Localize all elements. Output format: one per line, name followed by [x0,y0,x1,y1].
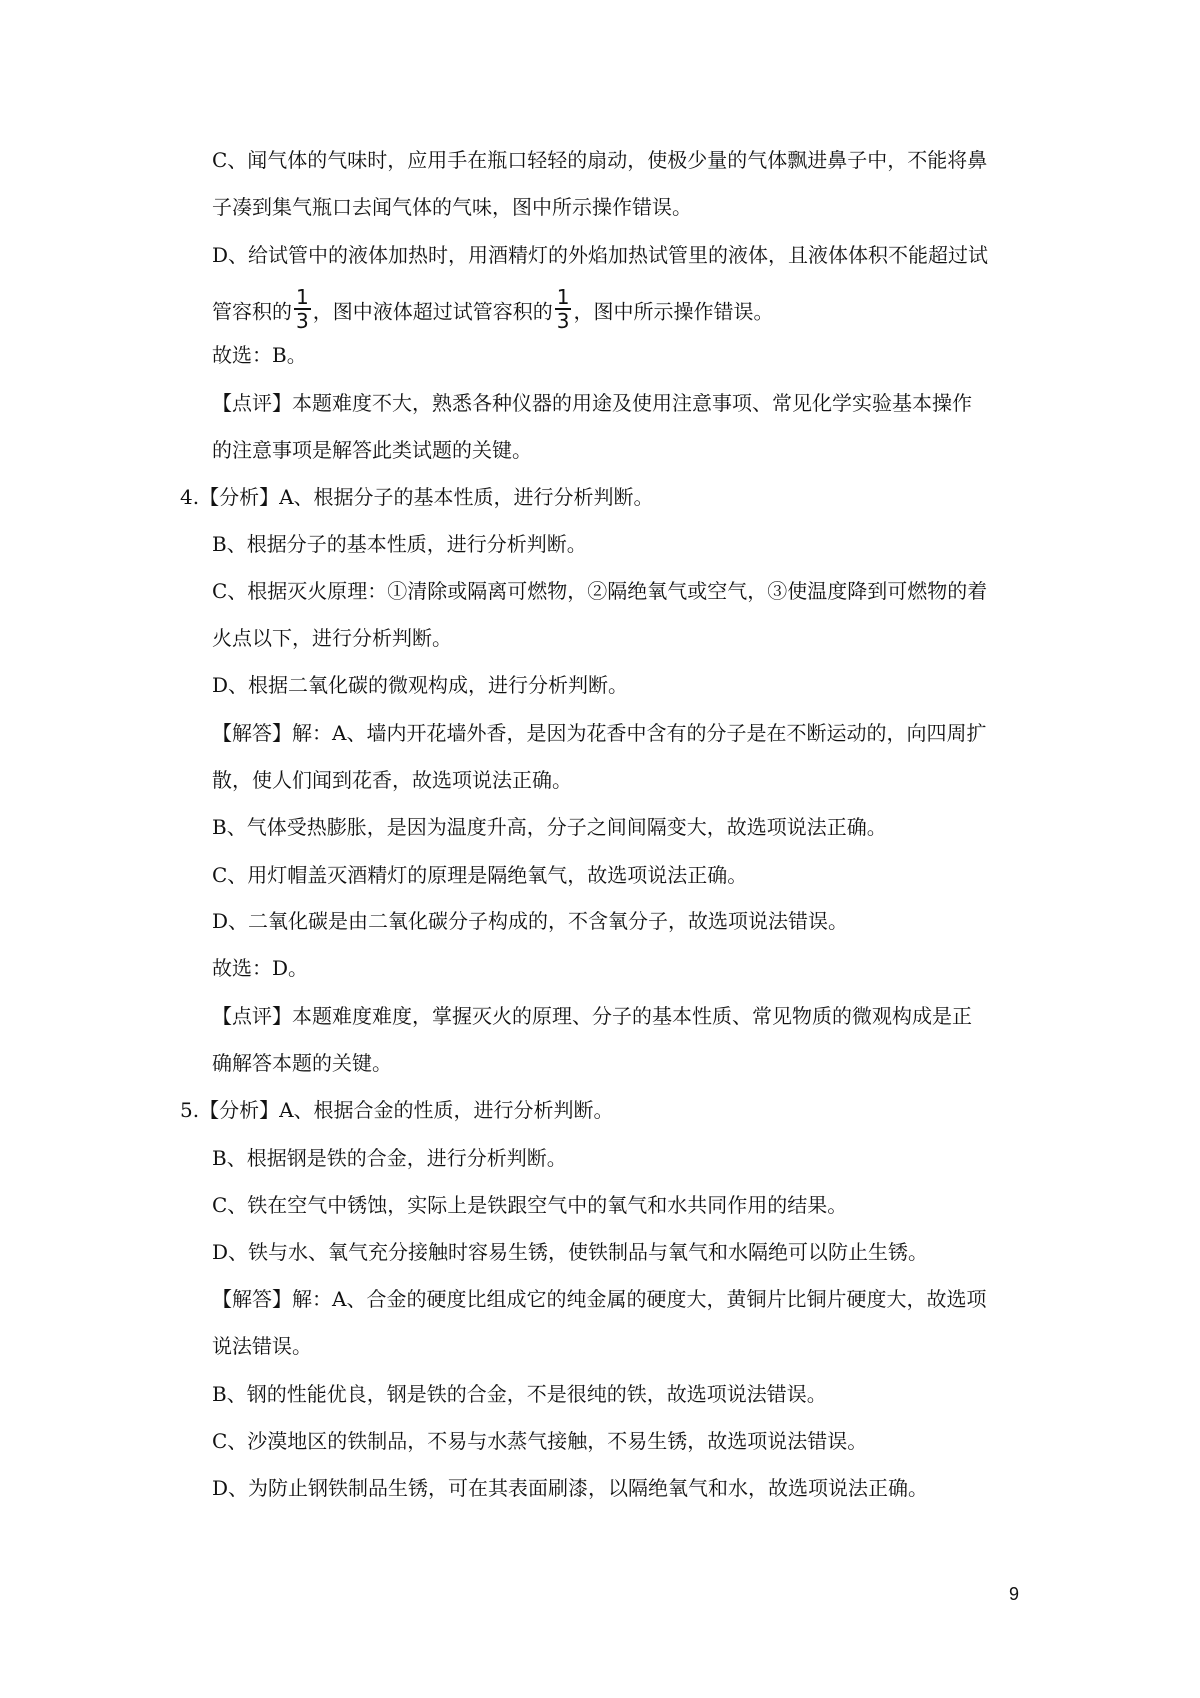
q3-d2-part-a: 管容积的 [212,299,292,324]
q3-option-d-line2 [212,285,774,336]
q4-analysis-a: 4.【分析】A、根据分子的基本性质，进行分析判断。 [180,485,654,509]
q4-comment-line1: 【点评】本题难度难度，掌握灭火的原理、分子的基本性质、常见物质的微观构成是正 [212,1004,972,1028]
q3-comment-line2: 的注意事项是解答此类试题的关键。 [212,438,532,462]
q3-d2-part-b: ，图中液体超过试管容积的 [312,299,553,324]
fraction-numerator: 1 [296,285,309,309]
q4-analysis-c-line1: C、根据灭火原理：①清除或隔离可燃物，②隔绝氧气或空气，③使温度降到可燃物的着 [212,579,988,603]
q3-d2-part-c: ，图中所示操作错误。 [573,299,774,324]
q5-answer-a-line1: 【解答】解：A、合金的硬度比组成它的纯金属的硬度大，黄铜片比铜片硬度大，故选项 [212,1287,987,1311]
q3-comment-line1: 【点评】本题难度不大，熟悉各种仪器的用途及使用注意事项、常见化学实验基本操作 [212,391,972,415]
q4-answer-c: C、用灯帽盖灭酒精灯的原理是隔绝氧气，故选项说法正确。 [212,863,748,887]
q4-answer-d: D、二氧化碳是由二氧化碳分子构成的，不含氧分子，故选项说法错误。 [212,909,849,933]
q4-analysis-d: D、根据二氧化碳的微观构成，进行分析判断。 [212,673,629,697]
q5-answer-c: C、沙漠地区的铁制品，不易与水蒸气接触，不易生锈，故选项说法错误。 [212,1429,868,1453]
q5-analysis-a: 5.【分析】A、根据合金的性质，进行分析判断。 [180,1098,614,1122]
q4-answer-a-line2: 散，使人们闻到花香，故选项说法正确。 [212,768,572,792]
page-number: 9 [1009,1584,1020,1604]
q5-answer-b: B、钢的性能优良，钢是铁的合金，不是很纯的铁，故选项说法错误。 [212,1382,827,1406]
q4-analysis-b: B、根据分子的基本性质，进行分析判断。 [212,532,587,556]
q5-answer-a-line2: 说法错误。 [212,1334,312,1358]
q3-option-c-line1: C、闻气体的气味时，应用手在瓶口轻轻的扇动，使极少量的气体飘进鼻子中，不能将鼻 [212,148,988,172]
q4-answer-a-line1: 【解答】解：A、墙内开花墙外香，是因为花香中含有的分子是在不断运动的，向四周扩 [212,721,987,745]
q3-choice: 故选：B。 [212,343,307,367]
q5-answer-d: D、为防止钢铁制品生锈，可在其表面刷漆，以隔绝氧气和水，故选项说法正确。 [212,1476,929,1500]
fraction-one-third [294,286,311,332]
fraction-one-third [555,286,572,332]
q4-answer-b: B、气体受热膨胀，是因为温度升高，分子之间间隔变大，故选项说法正确。 [212,815,887,839]
q4-choice: 故选：D。 [212,956,309,980]
q5-analysis-d: D、铁与水、氧气充分接触时容易生锈，使铁制品与氧气和水隔绝可以防止生锈。 [212,1240,929,1264]
fraction-denominator: 3 [556,309,570,333]
q3-option-d-line1: D、给试管中的液体加热时，用酒精灯的外焰加热试管里的液体，且液体体积不能超过试 [212,243,989,267]
q4-comment-line2: 确解答本题的关键。 [212,1051,392,1075]
q5-analysis-b: B、根据钢是铁的合金，进行分析判断。 [212,1146,567,1170]
q3-option-c-line2: 子凑到集气瓶口去闻气体的气味，图中所示操作错误。 [212,195,692,219]
fraction-denominator: 3 [296,309,309,333]
fraction-numerator: 1 [556,285,570,309]
q5-analysis-c: C、铁在空气中锈蚀，实际上是铁跟空气中的氧气和水共同作用的结果。 [212,1193,848,1217]
q4-analysis-c-line2: 火点以下，进行分析判断。 [212,626,452,650]
